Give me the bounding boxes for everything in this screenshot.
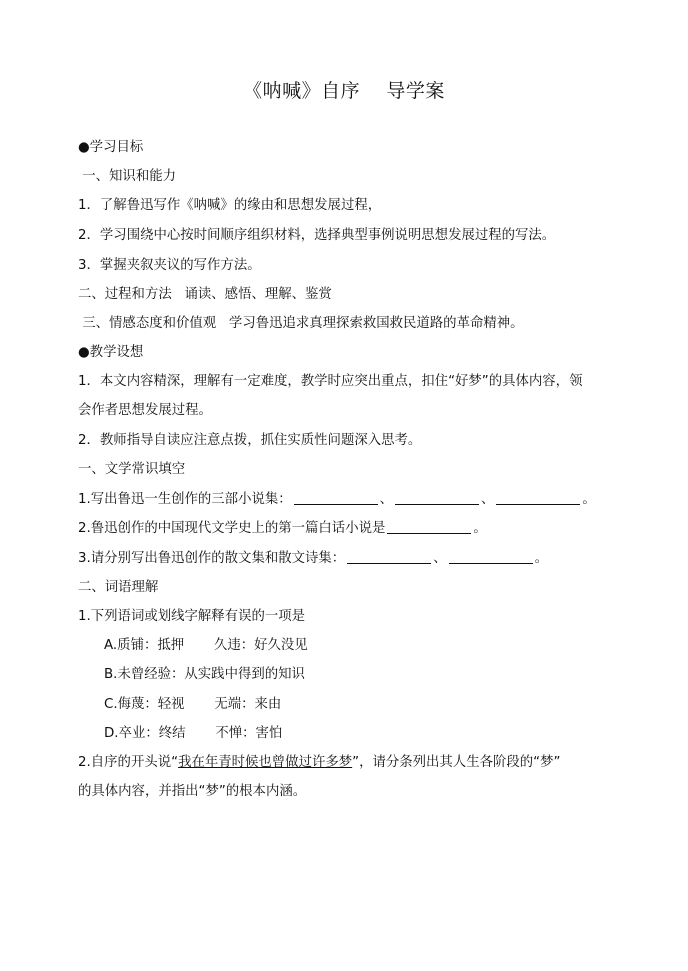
knowledge-heading: 一、知识和能力 bbox=[78, 169, 176, 184]
teaching-item-1-line-2: 会作者思想发展过程。 bbox=[78, 403, 212, 418]
underlined-quote: 我在年青时候也曾做过许多梦 bbox=[178, 755, 353, 770]
answer-blank[interactable] bbox=[294, 490, 378, 505]
section-2-heading: 二、词语理解 bbox=[78, 580, 159, 595]
fill-question-3: 3.请分别写出鲁迅创作的散文集和散文诗集： 、 。 bbox=[78, 551, 548, 566]
knowledge-item-3: 3．掌握夹叙夹议的写作方法。 bbox=[78, 258, 261, 273]
answer-blank[interactable] bbox=[347, 549, 431, 564]
answer-blank[interactable] bbox=[387, 519, 471, 534]
section-1-heading: 一、文学常识填空 bbox=[78, 462, 186, 477]
question-1-stem: 1.下列语词或划线字解释有误的一项是 bbox=[78, 609, 306, 624]
option-a: A.质铺：抵押 久违：好久没见 bbox=[104, 638, 308, 653]
answer-blank[interactable] bbox=[449, 549, 533, 564]
fill-question-1: 1.写出鲁迅一生创作的三部小说集： 、 、 。 bbox=[78, 492, 596, 507]
option-b: B.未曾经验：从实践中得到的知识 bbox=[104, 667, 305, 682]
answer-blank[interactable] bbox=[395, 490, 479, 505]
option-c: C.侮蔑：轻视 无端：来由 bbox=[104, 697, 282, 712]
teaching-item-2: 2．教师指导自读应注意点拨，抓住实质性问题深入思考。 bbox=[78, 433, 422, 448]
fill-question-2-text: 2.鲁迅创作的中国现代文学史上的第一篇白话小说是 bbox=[78, 521, 386, 536]
teaching-heading: ●教学设想 bbox=[78, 345, 144, 360]
goals-heading: ●学习目标 bbox=[78, 140, 144, 155]
knowledge-item-2: 2．学习围绕中心按时间顺序组织材料，选择典型事例说明思想发展过程的写法。 bbox=[78, 228, 556, 243]
fill-question-3-text: 3.请分别写出鲁迅创作的散文集和散文诗集： bbox=[78, 551, 346, 566]
option-d: D.卒业：终结 不惮：害怕 bbox=[104, 726, 283, 741]
process-line: 二、过程和方法 诵读、感悟、理解、鉴赏 bbox=[78, 287, 332, 302]
teaching-item-1-line-1: 1．本文内容精深，理解有一定难度，教学时应突出重点，扣住“好梦”的具体内容，领 bbox=[78, 374, 583, 389]
knowledge-item-1: 1．了解鲁迅写作《呐喊》的缘由和思想发展过程， bbox=[78, 198, 382, 213]
fill-question-2: 2.鲁迅创作的中国现代文学史上的第一篇白话小说是 。 bbox=[78, 521, 487, 536]
question-2-line-2: 的具体内容，并指出“梦”的根本内涵。 bbox=[78, 784, 307, 799]
fill-question-1-text: 1.写出鲁迅一生创作的三部小说集： bbox=[78, 492, 292, 507]
page-title: 《呐喊》自序 导学案 bbox=[243, 80, 445, 102]
question-2-line-1: 2.自序的开头说“我在年青时候也曾做过许多梦”，请分条列出其人生各阶段的“梦” bbox=[78, 755, 561, 770]
answer-blank[interactable] bbox=[496, 490, 580, 505]
attitude-line: 三、情感态度和价值观 学习鲁迅追求真理探索救国救民道路的革命精神。 bbox=[78, 316, 524, 331]
